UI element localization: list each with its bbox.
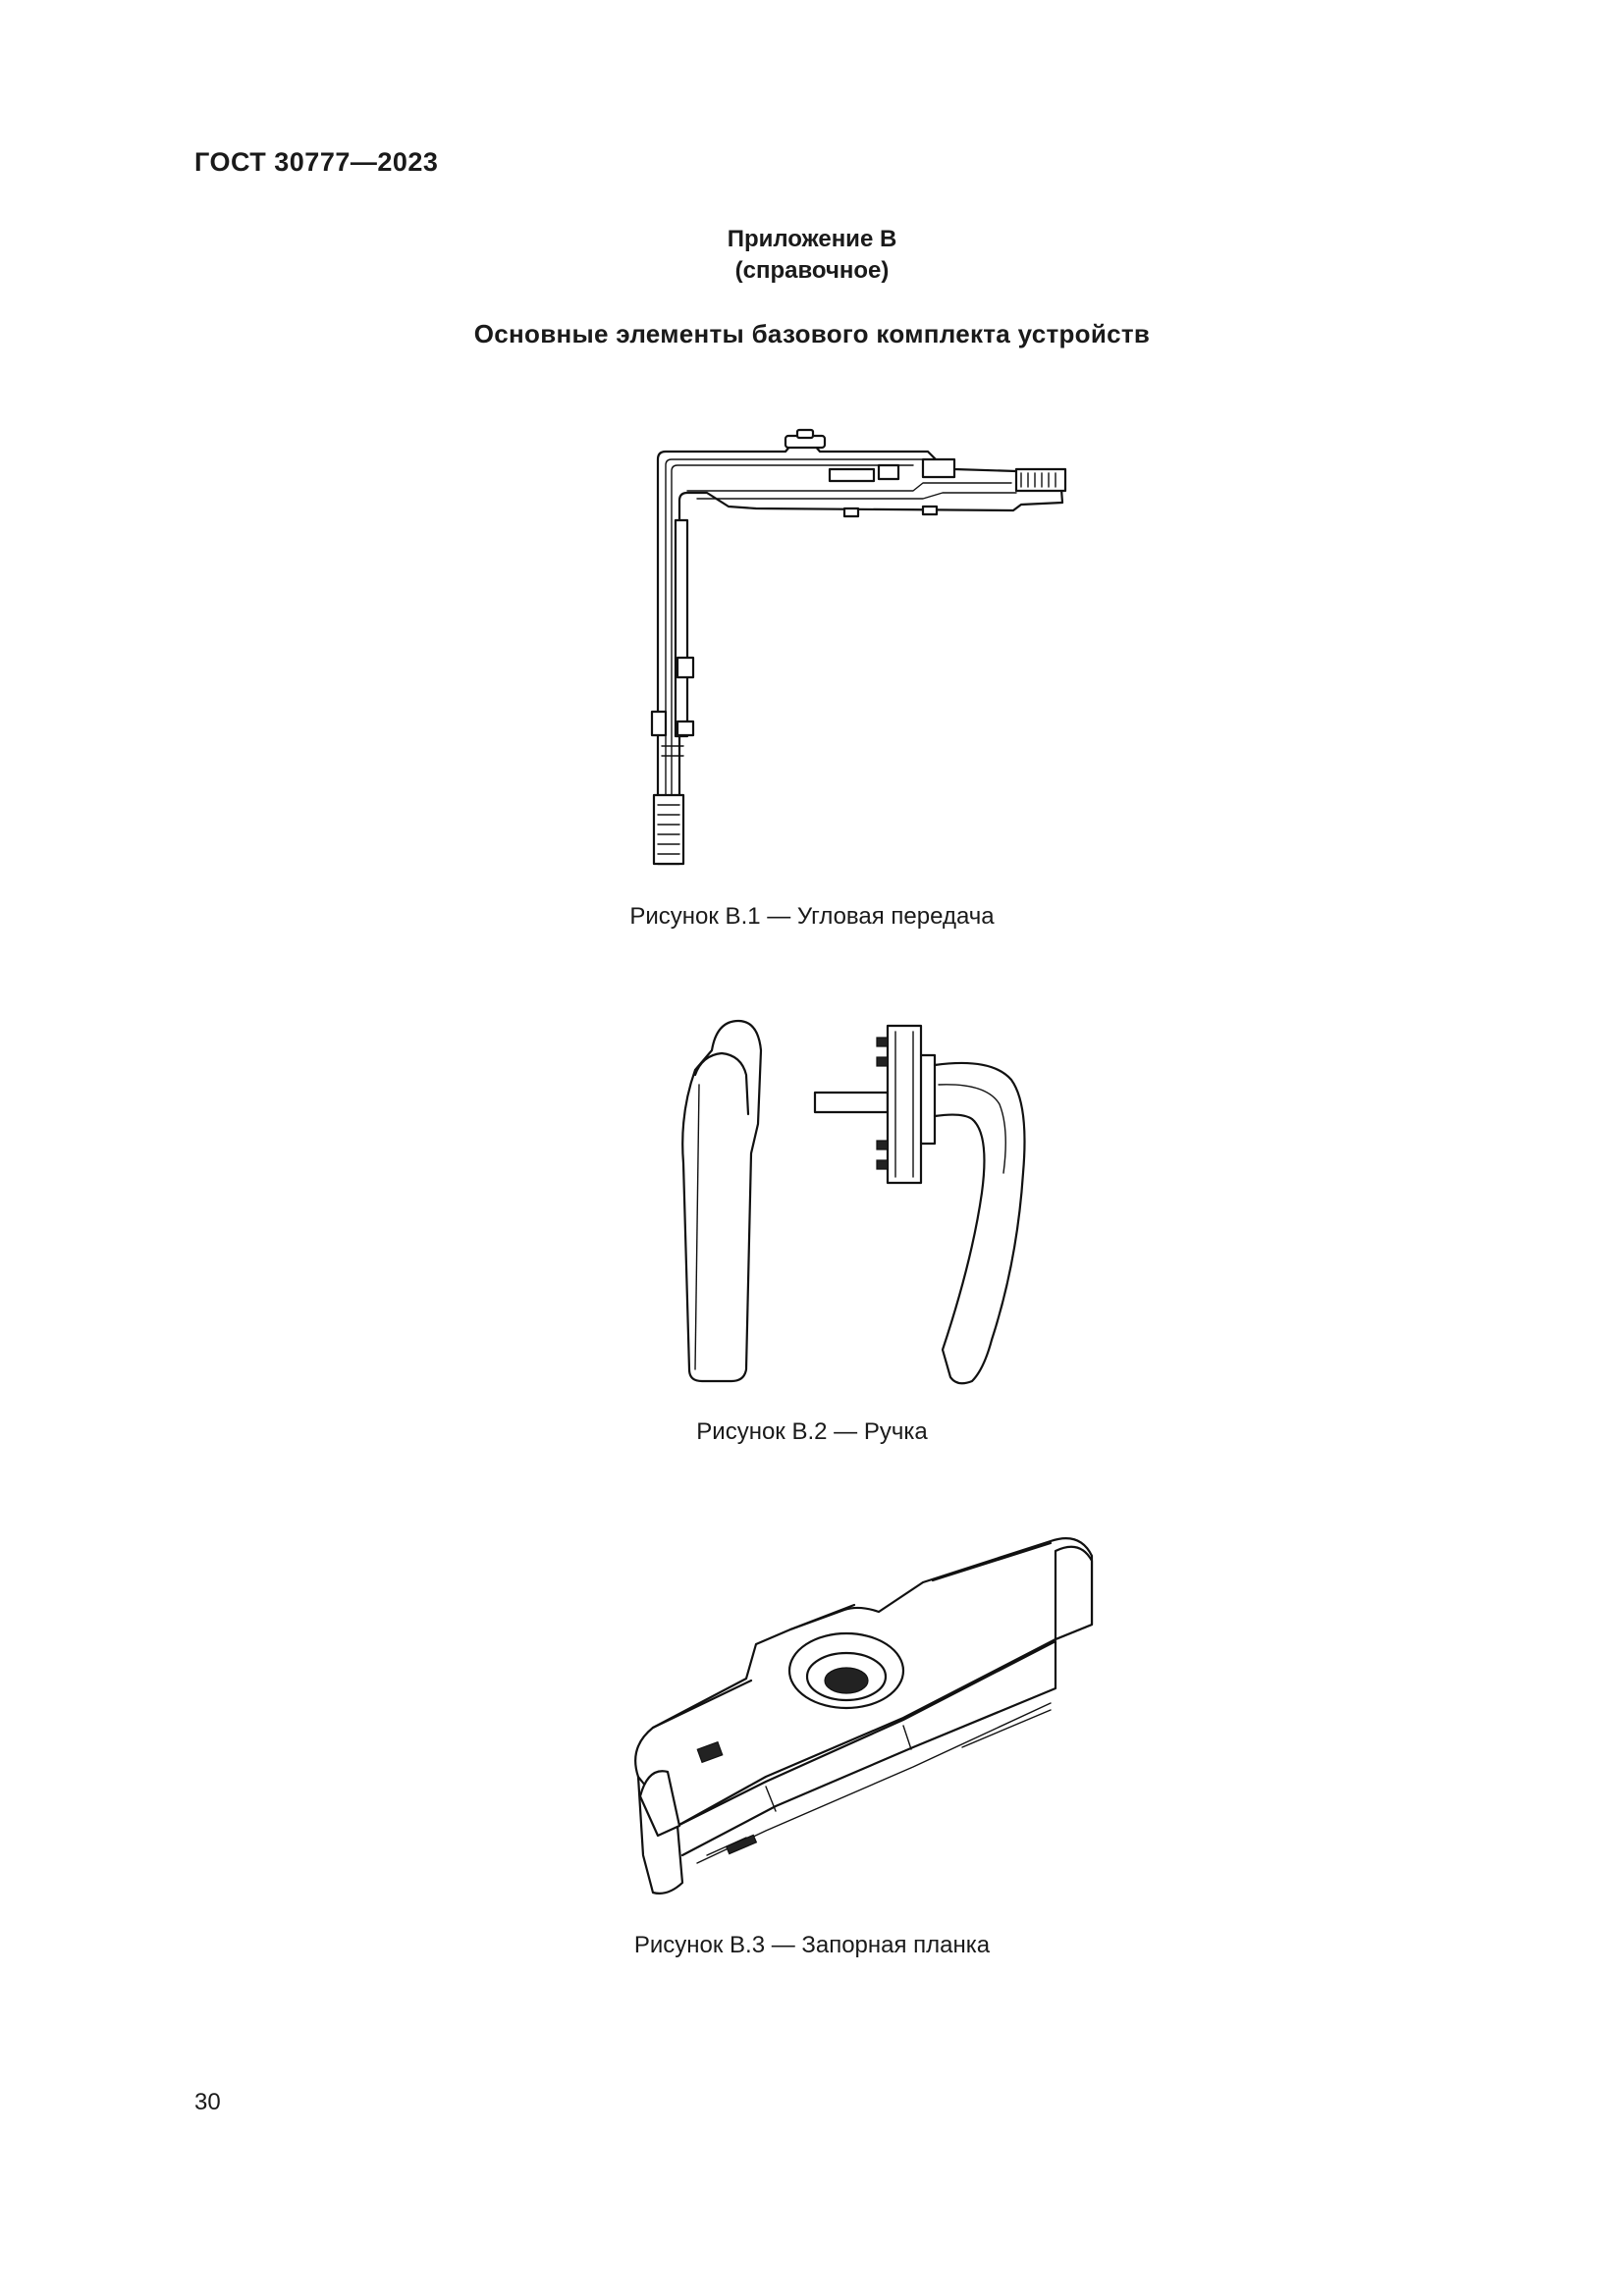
figure-1-caption: Рисунок В.1 — Угловая передача bbox=[629, 903, 995, 930]
page-number: 30 bbox=[194, 2089, 221, 2115]
figure-2-handle bbox=[677, 1016, 1070, 1389]
window-handle-drawing bbox=[677, 1016, 1070, 1389]
figure-2-caption: Рисунок В.2 — Ручка bbox=[696, 1418, 928, 1445]
figure-3-caption: Рисунок В.3 — Запорная планка bbox=[633, 1932, 991, 1958]
striker-plate-drawing bbox=[619, 1531, 1100, 1904]
document-header: ГОСТ 30777—2023 bbox=[194, 147, 439, 177]
figure-1-corner-drive bbox=[628, 432, 1080, 883]
appendix-title: Приложение В bbox=[727, 226, 897, 252]
appendix-subtitle: (справочное) bbox=[734, 257, 890, 284]
section-title: Основные элементы базового комплекта устройств bbox=[473, 319, 1151, 348]
figure-3-striker-plate bbox=[619, 1531, 1100, 1904]
corner-drive-drawing bbox=[628, 432, 1080, 883]
